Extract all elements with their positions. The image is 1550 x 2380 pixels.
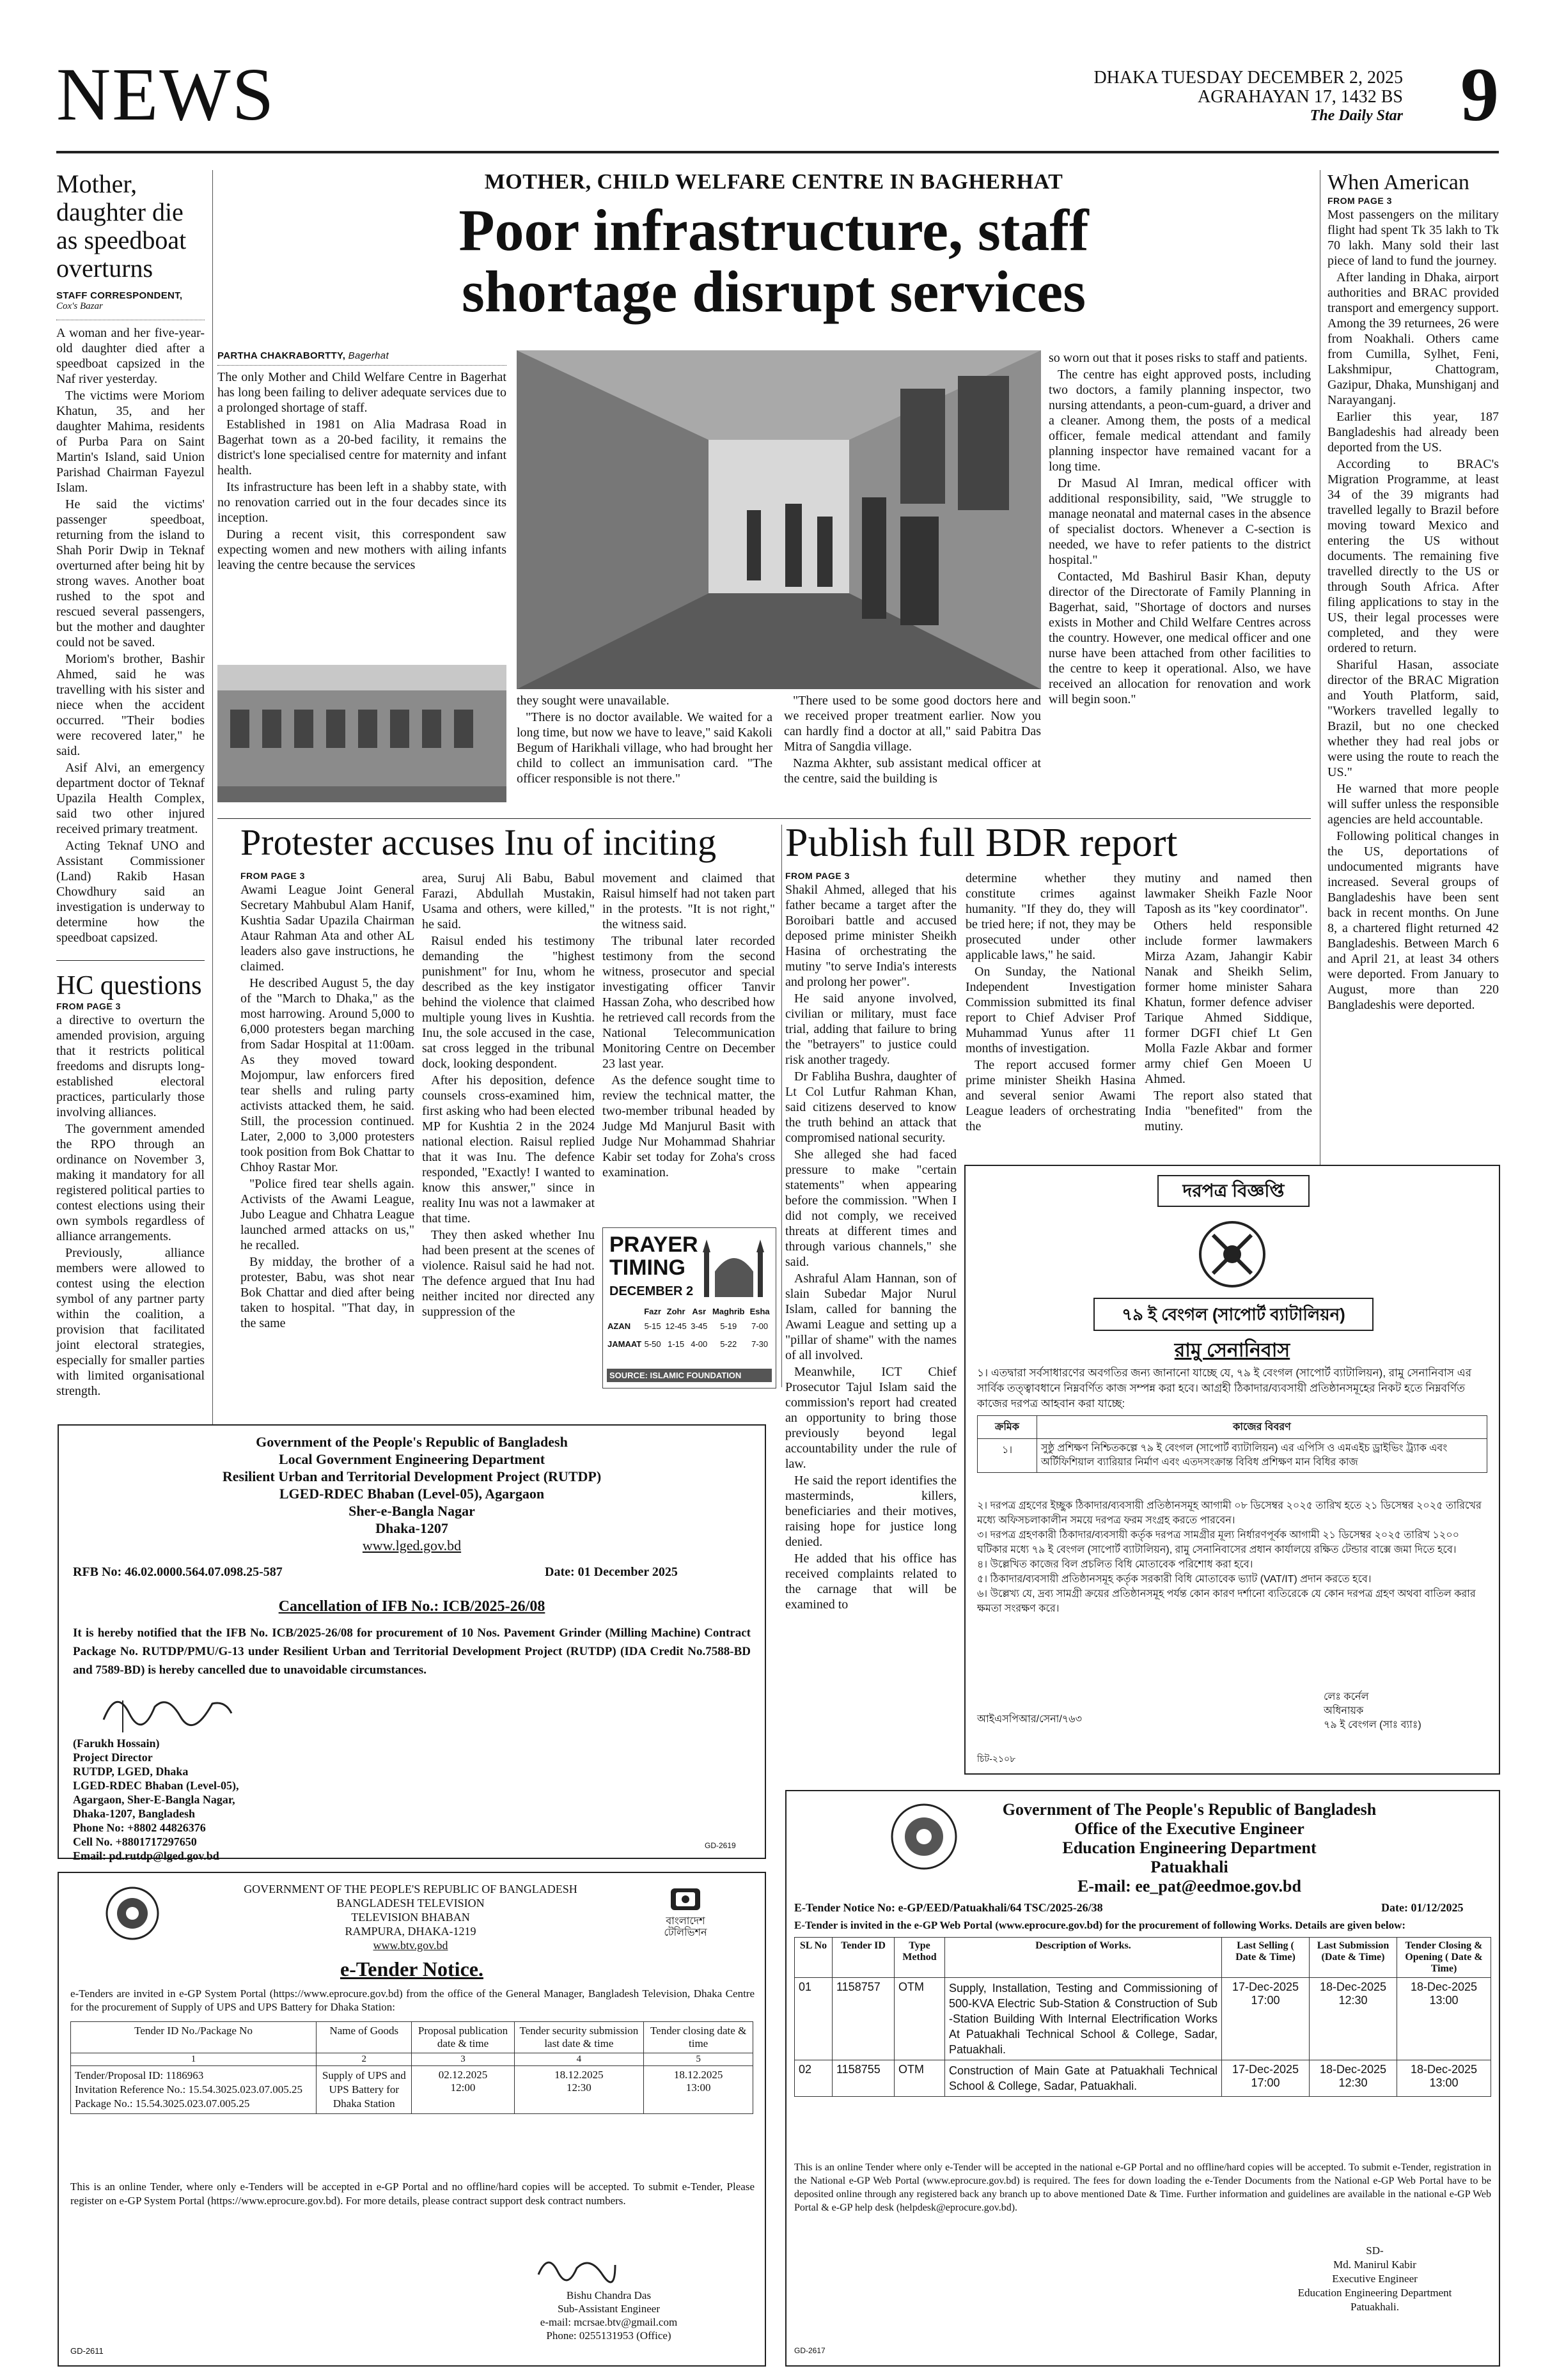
table-header: Tender closing date & time: [644, 2022, 753, 2053]
paragraph: Earlier this year, 187 Bangladeshis had already been deported from the US.: [1327, 410, 1499, 455]
headline: Mother, daughter die as speedboat overturns: [56, 169, 187, 283]
right-story: [1327, 170, 1499, 1014]
paragraph: He warned that more people will suffer unless the responsible agencies are held accountable.: [1327, 782, 1499, 827]
website-link[interactable]: www.lged.gov.bd: [362, 1537, 462, 1553]
table-cell: ১।: [978, 1439, 1037, 1473]
paragraph: She alleged she had faced pressure to make "certain statements" when appearing before the commission. "When I did not comply, we received threats at different times and through various channels," she said.: [785, 1147, 957, 1269]
prayer-header: Maghrib: [712, 1307, 745, 1316]
ad-items: [977, 1498, 1487, 1616]
paragraph: Awami League Joint General Secretary Mahbubul Alam Hanif, Kushtia Sadar Upazila Chairman Ataur Rahman Ata and other AL leaders also gave instructions, he claimed.: [240, 883, 414, 974]
prayer-time: 3-45: [691, 1321, 708, 1331]
table-cell: Construction of Main Gate at Patuakhali Technical School & College, Sadar, Patuakhali.: [945, 2060, 1222, 2097]
ad-item: ৪। উল্লেখিত কাজের বিল প্রচলিত বিধি মোতাবেক পরিশোধ করা হবে।: [977, 1559, 1253, 1570]
paragraph: determine whether they constitute crimes against humanity. "If they do, they will be tried here; if not, they may be prosecuted under other applicable laws," he said.: [966, 871, 1136, 962]
byline-location: Cox's Bazar: [56, 301, 103, 311]
bangla-date: AGRAHAYAN 17, 1432 BS: [1197, 87, 1403, 107]
paragraph: Raisul ended his testimony demanding the "highest punishment" for Inu, whom he described as the key instigator behind the violence that claimed multiple young lives in Kushtia. Inu, the sole accused in the case, sat cross legged in the tribunal dock, looking despondent.: [422, 934, 595, 1071]
paragraph: During a recent visit, this correspondent saw expecting women and new mothers with ailing infants leaving the centre because the services: [217, 527, 506, 572]
army-table: [977, 1415, 1487, 1473]
ad-code: GD-2611: [70, 2346, 104, 2356]
lead-col1: [217, 350, 506, 574]
sig-name: (Farukh Hossain): [73, 1737, 160, 1750]
signature-icon: [97, 1681, 238, 1739]
table-header: কাজের বিবরণ: [1037, 1416, 1487, 1439]
cancel-body: It is hereby notified that the IFB No. ICB/2025-26/08 for procurement of 10 Nos. Pavement Grinder (Milling Machine) Contract Package No. RUTDP/PMU/G-13 under Resilient Urban and Territorial Development Project (RUTDP) (IDA Credit No.7588-BD and 7589-BD) is hereby cancelled due to unavoidable circumstances.: [73, 1626, 751, 1677]
paragraph: He said the report identifies the masterminds, killers, beneficiaries and their motives, raising hope for justice long denied.: [785, 1474, 957, 1549]
table-cell: 18-Dec-2025 13:00: [1397, 2060, 1491, 2097]
table-cell: 18.12.2025 13:00: [644, 2066, 753, 2114]
prayer-time: 5-15: [644, 1321, 661, 1331]
paragraph: The centre has eight approved posts, including two doctors, a family planning inspector, two nursing attendants, a peon-cum-guard, a driver and a cleaner. Among them, the posts of a medical officer, female medical attendant and family planning inspector have remained vacant for a long time.: [1049, 368, 1311, 474]
lead-col2: [517, 693, 772, 788]
ad-header: [966, 1800, 1413, 1896]
paragraph: He added that his office has received complaints related to the carnage that will be examined to: [785, 1552, 957, 1612]
left-story: [56, 170, 205, 947]
byline-location: Bagerhat: [348, 350, 389, 361]
prayer-row-label: JAMAAT: [607, 1339, 642, 1349]
kicker: MOTHER, CHILD WELFARE CENTRE IN BAGHERHAT: [484, 170, 1063, 194]
prayer-time: 1-15: [668, 1339, 685, 1349]
ad-line: Education Engineering Department: [1062, 1839, 1317, 1857]
protester-col3: [602, 871, 775, 1181]
ad-line: Dhaka-1207: [375, 1520, 448, 1536]
paragraph: The government amended the RPO through an ordinance on November 3, making it mandatory for all registered political parties to contest elections using their own symbols regardless of alliance arrangements.: [56, 1122, 205, 1243]
paragraph: Asif Alvi, an emergency department doctor of Teknaf Upazila Health Complex, said two other injured received primary treatment.: [56, 761, 205, 836]
paragraph: Acting Teknaf UNO and Assistant Commissioner (Land) Rakib Hasan Chowdhury said an investigation is underway to determine how the speedboat capsized.: [56, 839, 205, 945]
prayer-time: 5-19: [720, 1321, 737, 1331]
email-link[interactable]: E-mail: ee_pat@eedmoe.gov.bd: [1077, 1877, 1301, 1895]
ad-line: TELEVISION BHABAN: [351, 1911, 470, 1924]
table-cell: OTM: [895, 2060, 945, 2097]
ad-date: Date: 01/12/2025: [1381, 1901, 1464, 1914]
ad-line: Office of the Executive Engineer: [1074, 1819, 1304, 1838]
paragraph: Established in 1981 on Alia Madrasa Road in Bagerhat town as a 20-bed facility, it remains the district's lone specialised centre for maternity and infant health.: [217, 417, 506, 478]
sig-line: Dhaka-1207, Bangladesh: [73, 1807, 196, 1820]
paragraph: movement and claimed that Raisul himself had not taken part in the protests. "It is not right," the witness said.: [602, 871, 775, 931]
government-seal-icon: [889, 1801, 959, 1872]
paragraph: Most passengers on the military flight had spent Tk 35 lakh to Tk 70 lakh. Many sold their last piece of land to fund the journey.: [1327, 208, 1499, 268]
paragraph: Meanwhile, ICT Chief Prosecutor Tajul Islam said the commission's report had created an opportunity to bring those previously beyond legal accountability under the rule of law.: [785, 1365, 957, 1471]
unit-name: ৭৯ ই বেংগল (সাপোর্ট ব্যাটালিয়ন): [1122, 1305, 1345, 1324]
table-cell: Supply, Installation, Testing and Commissioning of 500-KVA Electric Sub-Station & Construction of Sub -Station Building With Internal Electrification Works At Patuakhali Technical School & College, Sadar, Patuakhali.: [945, 1978, 1222, 2060]
bdr-headline: Publish full BDR report: [785, 820, 1178, 865]
paragraph: area, Suruj Ali Babu, Babul Farazi, Abdullah Mustakin, Usama and others, were killed," he said.: [422, 871, 595, 931]
email-link[interactable]: Email: pd.rutdp@lged.gov.bd: [73, 1849, 219, 1862]
army-tender-ad: [964, 1165, 1500, 1775]
bdr-col2: [966, 871, 1136, 1135]
sig-line: Agargaon, Sher-E-Bangla Nagar,: [73, 1793, 235, 1806]
prayer-time: 7-30: [751, 1339, 769, 1349]
ad-header: [212, 1882, 609, 1952]
sig-line: SD-: [1366, 2244, 1384, 2257]
table-row: [795, 2060, 1491, 2097]
paper-name: The Daily Star: [1310, 107, 1403, 124]
ad-line: Resilient Urban and Territorial Development Project (RUTDP): [222, 1468, 602, 1484]
table-header: Tender security submission last date & time: [514, 2022, 644, 2053]
paragraph: The tribunal later recorded testimony from the second witness, prosecutor and special investigating officer Tanvir Hassan Zoha, who described how he retrieved call records from the National Telecommunication Monitoring Centre on December 23 last year.: [602, 934, 775, 1071]
paragraph: Following political changes in the US, deportations of undocumented migrants have increased. Several groups of Bangladeshis have been sent back in recent months. On June 8, a chartered flight returned 42 Bangladeshis. Between March 6 and April 21, at least 34 others were deported. From January to August, more than 220 Bangladeshis were deported.: [1327, 829, 1499, 1012]
article-body: [56, 325, 205, 945]
paragraph: He described August 5, the day of the "March to Dhaka," as the most harrowing. Around 5,000 to 6,000 protesters began marching from Sadar Hospital at 11:00am. As they moved toward Mojompur, law enforcers fired tear shells and ruling party activists attacked them, he said. Still, the procession continued. Later, 2,000 to 3,000 protesters took position from Bok Chattar to Chhoy Rastar Mor.: [240, 976, 414, 1174]
headline: When American: [1327, 171, 1469, 194]
prayer-header: Asr: [692, 1307, 707, 1316]
byline-name: STAFF CORRESPONDENT,: [56, 290, 183, 301]
lged-cancellation-ad: [58, 1424, 766, 1862]
ad-header: [59, 1433, 765, 1554]
photo-building: [217, 665, 506, 802]
officer-rank: লেঃ কর্নেল: [1324, 1692, 1369, 1702]
table-header: Description of Works.: [945, 1938, 1222, 1978]
article-body: [56, 1013, 205, 1399]
table-header: Tender Closing & Opening ( Date & Time): [1397, 1938, 1491, 1978]
tender-intro: E-Tender is invited in the e-GP Web Portal (www.eprocure.gov.bd) for the procurement of following Works. Details are given below:: [794, 1919, 1406, 1931]
table-cell: Tender/Proposal ID: 1186963 Invitation Reference No.: 15.54.3025.023.07.005.25 Package No.: 15.54.3025.023.07.005.25: [71, 2066, 317, 2114]
sig-line: Executive Engineer: [1332, 2273, 1418, 2285]
divider: [217, 818, 1311, 819]
btv-tender-table: [70, 2021, 753, 2114]
protester-col2: [422, 871, 595, 1321]
article-body: [785, 882, 957, 1612]
hc-story: [56, 970, 205, 1400]
sig-line: Patuakhali.: [1350, 2301, 1399, 2313]
paragraph: A woman and her five-year-old daughter died after a speedboat capsized in the Naf river yesterday.: [56, 326, 205, 386]
ad-line: Patuakhali: [1150, 1858, 1228, 1876]
from-page: FROM PAGE 3: [240, 871, 305, 881]
prayer-time: 5-22: [720, 1339, 737, 1349]
prayer-title: PRAYER TIMING: [609, 1233, 698, 1280]
bdr-col3: [1145, 871, 1312, 1135]
from-page: FROM PAGE 3: [56, 1001, 121, 1011]
paragraph: They then asked whether Inu had been present at the scenes of violence. Raisul said he had not. The defence argued that Inu had neither incited nor directed any suppression of the: [422, 1228, 595, 1319]
page-number: 9: [1460, 52, 1499, 137]
paragraph: The victims were Moriom Khatun, 35, and her daughter Mahima, residents of Purba Para on Saint Martin's Island, said Union Parishad Chairman Fayezul Islam.: [56, 389, 205, 495]
article-body: [217, 369, 506, 573]
prayer-time: 7-00: [751, 1321, 769, 1331]
paragraph: By midday, the brother of a protester, Babu, was shot near Bok Chattar and died after being taken to hospital. "That day, in the same: [240, 1255, 414, 1330]
prayer-box: [602, 1227, 776, 1388]
btv-logo: [647, 1885, 724, 1939]
lead-headline: Poor infrastructure, staff shortage disrupt services: [458, 198, 1089, 324]
paragraph: Its infrastructure has been left in a shabby state, with no renovation carried out in the four decades since its inception.: [217, 480, 506, 525]
corridor-illustration: [517, 350, 1041, 689]
table-header: ক্রমিক: [978, 1416, 1037, 1439]
ad-ref: আইএসপিআর/সেনা/৭৬৩: [977, 1714, 1082, 1725]
army-crest-icon: [1197, 1216, 1267, 1293]
lead-col3: [784, 693, 1041, 788]
ad-line: LGED-RDEC Bhaban (Level-05), Agargaon: [279, 1486, 545, 1502]
paragraph: On Sunday, the National Independent Investigation Commission submitted its final report to Chief Adviser Prof Muhammad Yunus after 11 months of investigation.: [966, 965, 1136, 1055]
prayer-date: DECEMBER 2: [609, 1284, 694, 1298]
paragraph: mutiny and named then lawmaker Sheikh Fazle Noor Taposh as its "key coordinator".: [1145, 871, 1312, 916]
table-header: Last Submission (Date & Time): [1310, 1938, 1397, 1978]
lead-col4: [1049, 350, 1311, 708]
table-cell: 02: [795, 2060, 833, 2097]
ad-line: Government of The People's Republic of Bangladesh: [1002, 1800, 1377, 1819]
table-header: Tender ID No./Package No: [71, 2022, 317, 2053]
prayer-table: [607, 1306, 772, 1353]
paragraph: After his deposition, defence counsels cross-examined him, first asking who had been elected MP for Kushtia 2 in the 2024 national election. Raisul replied that it was Inu. The defence responded, "Exactly! I wanted to know this answer," since in reality Inu was not a lawmaker at that time.: [422, 1073, 595, 1225]
photo-hospital-corridor: [517, 350, 1041, 689]
byline: [56, 290, 205, 301]
officer-unit: ৭৯ ই বেংগল (সাঃ ব্যাঃ): [1324, 1720, 1421, 1731]
paragraph: "There used to be some good doctors here and we received proper treatment earlier. Now you can hardly find a doctor at all," said Pabitra Das Mitra of Sangdia village.: [784, 694, 1041, 754]
divider: [217, 365, 506, 366]
paragraph: Moriom's brother, Bashir Ahmed, said he was travelling with his sister and niece when the accident occurred. "Their bodies were recovered later," he said.: [56, 652, 205, 758]
ad-title-box: [1157, 1175, 1310, 1207]
sig-line: Project Director: [73, 1751, 153, 1764]
dateline: DHAKA TUESDAY DECEMBER 2, 2025: [1093, 68, 1403, 88]
cantonment: রামু সেনানিবাস: [1174, 1340, 1290, 1361]
paragraph: Ashraful Alam Hannan, son of slain Subedar Major Nurul Islam, called for banning the Awami League and setting up a "pillar of shame" with the names of all involved.: [785, 1272, 957, 1362]
table-cell: 18.12.2025 12:30: [514, 2066, 644, 2114]
officer-block: [1324, 1690, 1490, 1732]
table-header: SL No: [795, 1938, 833, 1978]
government-seal-icon: [104, 1885, 161, 1942]
tv-icon: [669, 1885, 701, 1913]
table-header: Proposal publication date & time: [412, 2022, 514, 2053]
table-cell: 5: [644, 2053, 753, 2066]
table-cell: 1: [71, 2053, 317, 2066]
ad-line: Sher-e-Bangla Nagar: [348, 1503, 475, 1519]
bdr-col1: [785, 871, 957, 1614]
paragraph: He said anyone involved, civilian or military, must face trial, adding that failure to bring the "betrayers" to justice could risk another tragedy.: [785, 992, 957, 1067]
sig-line: Bishu Chandra Das: [566, 2289, 652, 2301]
table-header: Last Selling ( Date & Time): [1222, 1938, 1310, 1978]
paragraph: Dr Fabliha Bushra, daughter of Lt Col Lutfur Rahman Khan, said citizens deserved to know the truth behind an attack that compromised national security.: [785, 1069, 957, 1145]
email-link[interactable]: e-mail: mcrsae.btv@gmail.com: [540, 2316, 678, 2328]
logo-text: বাংলাদেশ টেলিভিশন: [664, 1916, 707, 1938]
paragraph: The report also stated that India "benefited" from the mutiny.: [1145, 1089, 1312, 1133]
ad-code: GD-2617: [794, 2346, 826, 2355]
protester-headline: Protester accuses Inu of inciting: [240, 821, 717, 863]
paragraph: As the defence sought time to review the technical matter, the two-member tribunal headed by Judge Md Manjurul Basit with Judge Nur Mohammad Shahriar Kabir set today for Zoha's cross examination.: [602, 1073, 775, 1179]
prayer-header: Esha: [749, 1307, 770, 1316]
headline: HC questions: [56, 971, 202, 1000]
paragraph: "Police fired tear shells again. Activists of the Awami League, Jubo League and Chhatra League launched armed attacks on us," he recalled.: [240, 1177, 414, 1252]
table-header: Type Method: [895, 1938, 945, 1978]
sig-line: Phone No: +8802 44826376: [73, 1821, 206, 1834]
column-rule: [212, 170, 213, 1449]
ad-title: দরপত্র বিজ্ঞপ্তি: [1182, 1181, 1285, 1201]
prayer-source: SOURCE: ISLAMIC FOUNDATION: [607, 1369, 772, 1382]
article-body: [240, 882, 414, 1331]
table-cell: Supply of UPS and UPS Battery for Dhaka Station: [317, 2066, 412, 2114]
notice-number: E-Tender Notice No: e-GP/EED/Patuakhali/64 TSC/2025-26/38: [794, 1901, 1103, 1914]
prayer-time: 4-00: [691, 1339, 708, 1349]
ad-item: ৩। দরপত্র গ্রহণকারী ঠিকাদার/ব্যবসায়ী কর্তৃক দরপত্র সামগ্রীর মূল্য নির্ধারণপূর্বক আগামী ২১ ডিসেম্বর ২০২৫ তারিখ ১২০০ ঘটিকার মধ্যে ৭৯ ই বেংগল (সাপোর্ট ব্যাটালিয়ন), রামু সেনানিবাসের প্রধান কার্যালয়ে রক্ষিত টেন্ডার বাক্সে জমা দিতে হবে।: [977, 1530, 1459, 1555]
table-cell: 02.12.2025 12:00: [412, 2066, 514, 2114]
byline-name: PARTHA CHAKRABORTTY,: [217, 350, 346, 361]
eed-tender-table: [794, 1937, 1491, 2097]
table-cell: 3: [412, 2053, 514, 2066]
table-cell: 17-Dec-2025 17:00: [1222, 1978, 1310, 2060]
table-cell: 1158757: [833, 1978, 895, 2060]
paragraph: they sought were unavailable.: [517, 694, 669, 708]
sig-line: RUTDP, LGED, Dhaka: [73, 1765, 189, 1778]
article-body: [1327, 207, 1499, 1013]
mosque-icon: [699, 1233, 769, 1303]
table-cell: 18-Dec-2025 12:30: [1310, 2060, 1397, 2097]
ad-para-1: ১। এতদ্বারা সর্বসাধারণের অবগতির জন্য জানানো যাচ্ছে যে, ৭৯ ই বেংগল (সাপোর্ট ব্যাটালিয়ন), রামু সেনানিবাস এর সার্বিক তত্ত্বাবধানে নিম্নবর্ণিত কাজ সম্পন্ন করা হবে। আগ্রহী ঠিকাদার/ব্যবসায়ী প্রতিষ্ঠানসমূহের নিকট হতে নিম্নবর্ণিত কাজের দরপত্র আহবান করা যাচ্ছে:: [977, 1367, 1472, 1410]
paragraph: "There is no doctor available. We waited for a long time, but now we have to leave," said Kakoli Begum of Harikhali village, who had brought her child to collect an immunisation card. "The officer responsible is not there.": [517, 710, 772, 786]
from-page: FROM PAGE 3: [1327, 196, 1392, 206]
ad-line: Local Government Engineering Department: [278, 1451, 545, 1467]
rfb-number: RFB No: 46.02.0000.564.07.098.25-587: [73, 1565, 283, 1579]
table-cell: সুষ্ঠু প্রশিক্ষণ নিশ্চিতকল্পে ৭৯ ই বেংগল (সাপোর্ট ব্যাটালিয়ন) এর এপিসি ও এমএইচ ড্রাইভিং ট্র্যাক এবং অর্টিফিশিয়াল ব্যারিয়ার নির্মাণ এবং এতদসংক্রান্ত বিবিধ প্রশিক্ষণ মান বিধির কাজ: [1037, 1439, 1487, 1473]
tender-note: This is an online Tender where only e-Tender will be accepted in the national e-GP Portal and no offline/hard copies will be accepted. To submit e-Tender, registration in the National e-GP Web Portal (www.eprocure.gov.bd) is required. The fees for down loading the e-Tender Documents from the National e-GP Web Portal have to be deposited online through any registered back any branch up to above mentioned Date & Time. Further information and guidelines are available in the national e-GP Web Portal & e-GP help desk (helpdesk@eprocure.gov.bd).: [794, 2162, 1491, 2213]
ad-line: GOVERNMENT OF THE PEOPLE'S REPUBLIC OF BANGLADESH: [244, 1883, 577, 1895]
signature-icon: [532, 2249, 622, 2287]
paragraph: so worn out that it poses risks to staff and patients.: [1049, 351, 1308, 365]
sig-line: Cell No. +8801717297650: [73, 1835, 197, 1848]
tender-title: e-Tender Notice.: [340, 1957, 483, 1980]
paragraph: Others held responsible include former lawmakers Mirza Azam, Jahangir Kabir Nanak and Sheikh Selim, former home minister Sahara Khatun, former defence adviser Tarique Ahmed Siddique, former DGFI chief Lt Gen Molla Fazle Akbar and former army chief Gen Moeen U Ahmed.: [1145, 919, 1312, 1086]
table-cell: 18-Dec-2025 12:30: [1310, 1978, 1397, 2060]
table-cell: 4: [514, 2053, 644, 2066]
paragraph: a directive to overturn the amended provision, arguing that it restricts political freedoms and disrupts long-established electoral practices, particularly those involving alliances.: [56, 1013, 205, 1119]
building-illustration: [217, 665, 506, 802]
ad-code: চিট-২১০৮: [977, 1754, 1016, 1764]
ad-item: ২। দরপত্র গ্রহণের ইচ্ছুক ঠিকাদার/ব্যবসায়ী প্রতিষ্ঠানসমূহ আগামী ০৮ ডিসেম্বর ২০২৫ তারিখ হতে ২১ ডিসেম্বর ২০২৫ তারিখের মধ্যে অফিসচলাকালীন সময়ে দরপত্র ফরম সংগ্রহ করতে পারবেন।: [977, 1500, 1482, 1526]
paragraph: After landing in Dhaka, airport authorities and BRAC provided transport and emergency support. Among the 39 returnees, 26 were from Noakhali. Others came from Cumilla, Sylhet, Feni, Lakshmipur, Chattogram, Gazipur, Dhaka, Munshiganj and Narayanganj.: [1327, 270, 1499, 407]
sig-line: Sub-Assistant Engineer: [557, 2303, 661, 2315]
sig-line: Phone: 0255131953 (Office): [546, 2329, 671, 2342]
btv-tender-ad: [58, 1872, 766, 2367]
ad-code: GD-2619: [705, 1841, 736, 1850]
table-header: Tender ID: [833, 1938, 895, 1978]
table-cell: 17-Dec-2025 17:00: [1222, 2060, 1310, 2097]
paragraph: Nazma Akhter, sub assistant medical officer at the centre, said the building is: [784, 756, 1041, 786]
protester-col1: [240, 871, 414, 1332]
prayer-row-label: AZAN: [607, 1321, 631, 1331]
paragraph: Shakil Ahmed, alleged that his father became a target after the Boroibari battle and accused deposed prime minister Sheikh Hasina of orchestrating the mutiny "to serve India's interests and prolong her power".: [785, 883, 957, 989]
tender-note: This is an online Tender, where only e-Tenders will be accepted in e-GP Portal and no offline/hard copies will be accepted. To submit e-Tender, Please register on e-GP System Portal (https://www.eprocure.gov.bd). For more details, please contract support desk contract numbers.: [70, 2181, 755, 2207]
tender-intro: e-Tenders are invited in e-GP System Portal (https://www.eprocure.gov.bd) from the office of the General Manager, Bangladesh Television, Dhaka Centre for the procurement of Supply of UPS and UPS Battery for Dhaka Station:: [70, 1987, 755, 2013]
byline: [217, 350, 506, 361]
prayer-time: 12-45: [665, 1321, 687, 1331]
masthead: [56, 52, 1499, 146]
officer-title: অধিনায়ক: [1324, 1706, 1364, 1716]
eed-tender-ad: [785, 1790, 1500, 2367]
ad-item: ৫। ঠিকাদার/ব্যবসায়ী প্রতিষ্ঠানসমূহ কর্তৃক সরকারী বিধি মোতাবেক ভ্যাট (VAT/IT) প্রদান করতে হবে।: [977, 1574, 1372, 1585]
prayer-header: Zohr: [666, 1307, 685, 1316]
paragraph: Contacted, Md Bashirul Basir Khan, deputy director of the Directorate of Family Planning in Bagerhat, said, "Shortage of doctors and nurses exists in Mother and Child Welfare Centres across the country. However, one medical officer and one nurse have been attached from other facilities to the centre to keep it operational. Also, we have received an allocation for renovation and work will begin soon.": [1049, 570, 1311, 706]
ad-date: Date: 01 December 2025: [545, 1565, 678, 1579]
paragraph: He said the victims' passenger speedboat, returning from the island to Shah Porir Dwip in Teknaf overturned after being hit by strong waves. Another boat rushed to the spot and rescued several passengers, but the mother and daughter could not be saved.: [56, 497, 205, 649]
divider: [56, 960, 205, 961]
paragraph: According to BRAC's Migration Programme, at least 34 of the 39 migrants had travelled legally to Brazil before moving toward Mexico and entering the US without documents. The remaining five travelled directly to the US or through South Africa. After filing applications to stay in the US, their legal processes were completed, and they were ordered to return.: [1327, 457, 1499, 655]
ad-line: Government of the People's Republic of Bangladesh: [256, 1434, 568, 1450]
signatory: [481, 2289, 737, 2342]
ad-item: ৬। উল্লেখ্য যে, দ্রব্য সামগ্রী ক্রয়ের প্রতিষ্ঠানসমূহ পর্যন্ত কোন কারণ দর্শানো ব্যতিরেকে যে কোন দরপত্র গ্রহণ অথবা বাতিল করার ক্ষমতা সংরক্ষণ করে।: [977, 1589, 1476, 1614]
section-title: NEWS: [56, 52, 276, 136]
table-row: [795, 1978, 1491, 2060]
signatory: [73, 1736, 239, 1863]
paragraph: The report accused former prime minister Sheikh Hasina and several senior Awami League leaders of orchestrating the: [966, 1058, 1136, 1133]
from-page: FROM PAGE 3: [785, 871, 850, 881]
website-link[interactable]: www.btv.gov.bd: [373, 1939, 448, 1952]
sig-line: Md. Manirul Kabir: [1333, 2259, 1416, 2271]
sig-line: Education Engineering Department: [1297, 2287, 1452, 2299]
table-cell: 18-Dec-2025 13:00: [1397, 1978, 1491, 2060]
paragraph: The only Mother and Child Welfare Centre in Bagerhat has long been failing to deliver adequate services due to a prolonged shortage of staff.: [217, 370, 506, 415]
unit-box: [1093, 1298, 1374, 1331]
prayer-header: Fazr: [644, 1307, 661, 1316]
table-cell: 2: [317, 2053, 412, 2066]
column-rule: [781, 825, 782, 1387]
paragraph: Shariful Hasan, associate director of the BRAC Migration and Youth Platform, said, "Workers travelled legally to Brazil, but no one checked whether they had real jobs or were using the route to reach the US.": [1327, 658, 1499, 779]
cancel-title: Cancellation of IFB No.: ICB/2025-26/08: [278, 1598, 545, 1615]
prayer-time: 5-50: [644, 1339, 661, 1349]
masthead-rule: [56, 151, 1499, 153]
table-cell: 01: [795, 1978, 833, 2060]
ad-line: BANGLADESH TELEVISION: [336, 1897, 485, 1909]
table-cell: OTM: [895, 1978, 945, 2060]
ad-line: RAMPURA, DHAKA-1219: [345, 1925, 476, 1938]
signatory: [1272, 2244, 1477, 2314]
paragraph: Dr Masud Al Imran, medical officer with additional responsibility, said, "We struggle to manage neonatal and maternal cases in the absence of specialist doctors. Whenever a C-section is needed, we have to refer patients to the district hospital.": [1049, 476, 1311, 567]
table-cell: 1158755: [833, 2060, 895, 2097]
sig-line: LGED-RDEC Bhaban (Level-05),: [73, 1779, 239, 1792]
paragraph: Previously, alliance members were allowed to contest using the election symbol of any partner party within the coalition, a provision that facilitated joint electoral strategies, especially for smaller parties with limited organisational strength.: [56, 1246, 205, 1398]
table-header: Name of Goods: [317, 2022, 412, 2053]
